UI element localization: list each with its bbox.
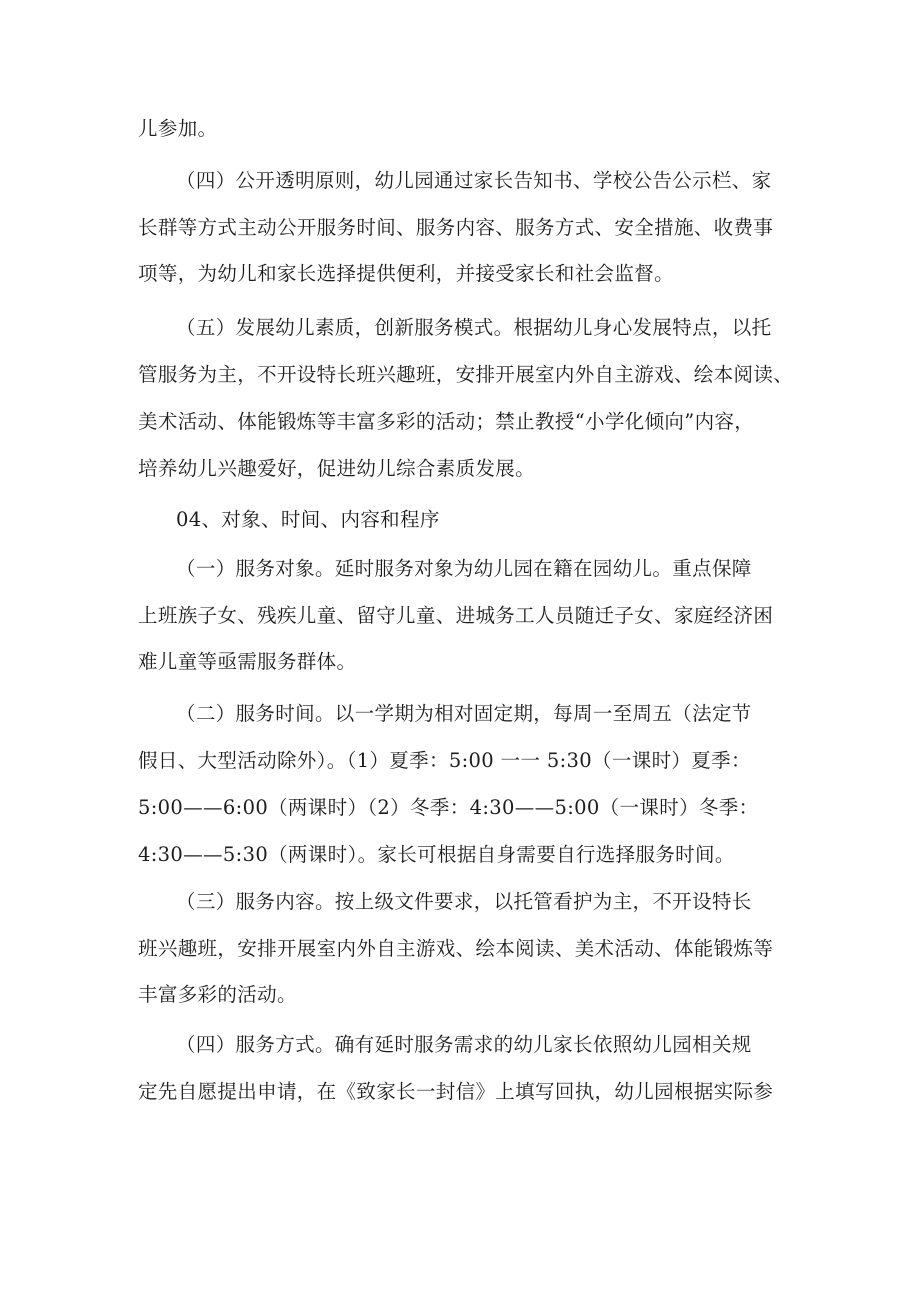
paragraph-first-line: （三）服务内容。按上级文件要求，以托管看护为主，不开设特长 — [176, 890, 752, 913]
paragraph-first-line: （二）服务时间。以一学期为相对固定期，每周一至周五（法定节 — [176, 702, 752, 725]
paragraph-first-line: （四）公开透明原则，幼儿园通过家长告知书、学校公告公示栏、家 — [176, 169, 772, 192]
paragraph-first-line: （一）服务对象。延时服务对象为幼儿园在籍在园幼儿。重点保障 — [176, 557, 752, 580]
text-line: 班兴趣班，安排开展室内外自主游戏、绘本阅读、美术活动、体能锻炼等 — [138, 937, 774, 960]
text-line: 项等，为幼儿和家长选择提供便利，并接受家长和社会监督。 — [138, 262, 674, 285]
section-heading: 04、对象、时间、内容和程序 — [176, 508, 440, 531]
text-line: 难儿童等亟需服务群体。 — [138, 650, 357, 673]
text-line: 管服务为主，不开设特长班兴趣班，安排开展室内外自主游戏、绘本阅读、 — [138, 363, 794, 386]
text-line: 丰富多彩的活动。 — [138, 983, 297, 1006]
text-line: 5:00——6:00（两课时）（2）冬季：4:30——5:00（一课时）冬季： — [138, 796, 759, 819]
text-line: 4:30——5:30（两课时）。家长可根据自身需要自行选择服务时间。 — [138, 843, 735, 866]
text-line: 定先自愿提出申请，在《致家长一封信》上填写回执，幼儿园根据实际参 — [138, 1080, 774, 1103]
paragraph-first-line: （五）发展幼儿素质，创新服务模式。根据幼儿身心发展特点，以托 — [176, 316, 772, 339]
text-line: 长群等方式主动公开服务时间、服务内容、服务方式、安全措施、收费事 — [138, 216, 774, 239]
text-line: 上班族子女、残疾儿童、留守儿童、进城务工人员随迁子女、家庭经济困 — [138, 604, 774, 627]
text-line: 假日、大型活动除外）。（1）夏季：5:00 一一 5:30（一课时）夏季： — [138, 749, 751, 772]
paragraph-first-line: （四）服务方式。确有延时服务需求的幼儿家长依照幼儿园相关规 — [176, 1033, 752, 1056]
text-line: 儿参加。 — [138, 117, 218, 140]
text-line: 美术活动、体能锻炼等丰富多彩的活动；禁止教授“小学化倾向”内容， — [138, 410, 755, 433]
text-line: 培养幼儿兴趣爱好，促进幼儿综合素质发展。 — [138, 457, 536, 480]
